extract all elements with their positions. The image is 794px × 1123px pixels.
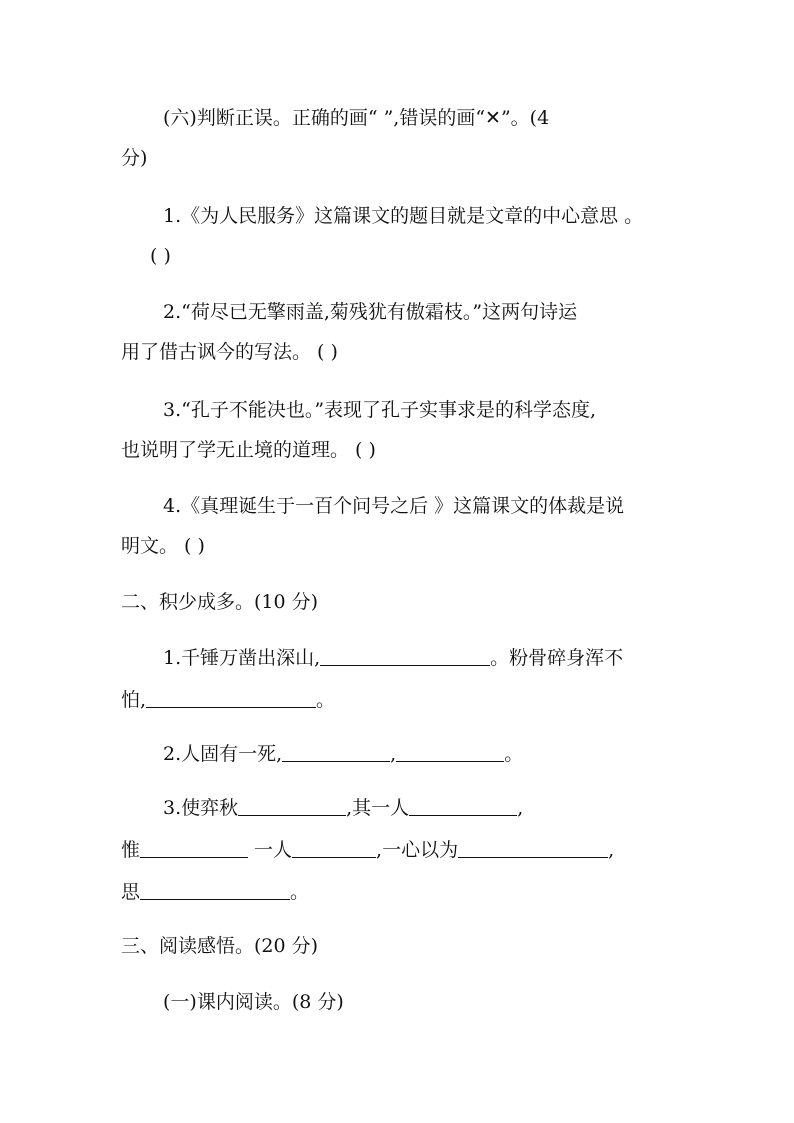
judge-item-1-line1: 1.《为人民服务》这篇课文的题目就是文章的中心意思 。 — [163, 205, 644, 227]
fill-q3-text-h: 思 — [121, 881, 141, 903]
fill-q3-blank-6[interactable] — [140, 881, 290, 900]
judge-item-1-answer[interactable]: ( ) — [150, 245, 171, 267]
fill-q3-text-a: 3.使弈秋 — [163, 797, 239, 819]
fill-q3-text-c: , — [517, 797, 524, 819]
judge-item-4-line2: 明文。 ( ) — [121, 535, 205, 557]
fill-q1-blank-1[interactable] — [320, 647, 490, 666]
judge-item-3-line2: 也说明了学无止境的道理。 ( ) — [121, 439, 376, 461]
section3-subheading: (一)课内阅读。(8 分) — [163, 991, 344, 1013]
fill-q3-line1 — [163, 796, 523, 820]
judge-item-2-line1: 2.“荷尽已无擎雨盖,菊残犹有傲霜枝。”这两句诗运 — [163, 301, 578, 323]
fill-q3-text-f: ,一心以为 — [376, 839, 459, 861]
fill-q1-line1 — [163, 646, 623, 670]
fill-q2-blank-1[interactable] — [282, 743, 390, 762]
fill-q2-line — [163, 742, 523, 766]
section3-heading: 三、阅读感悟。(20 分) — [121, 935, 319, 957]
fill-q3-text-g: , — [608, 839, 615, 861]
fill-q3-blank-4[interactable] — [292, 839, 376, 858]
fill-q1-text-c: 怕, — [121, 689, 147, 711]
fill-q3-text-b: ,其一人 — [346, 797, 410, 819]
section6-heading-line1: (六)判断正误。正确的画“ ”,错误的画“✕”。(4 — [163, 107, 550, 129]
fill-q3-text-e: 一人 — [254, 839, 293, 861]
fill-q3-blank-1[interactable] — [238, 797, 346, 816]
fill-q3-line2 — [121, 838, 614, 862]
fill-q2-blank-2[interactable] — [396, 743, 504, 762]
fill-q3-line3 — [121, 880, 309, 904]
fill-q3-blank-5[interactable] — [458, 839, 608, 858]
fill-q1-line2 — [121, 688, 335, 712]
fill-q3-blank-2[interactable] — [409, 797, 517, 816]
section2-heading: 二、积少成多。(10 分) — [121, 591, 319, 613]
fill-q3-text-i: 。 — [290, 881, 310, 903]
judge-item-4-line1: 4.《真理诞生于一百个问号之后 》这篇课文的体裁是说 — [163, 495, 625, 517]
section6-heading-line2: 分) — [121, 147, 148, 169]
judge-item-2-line2: 用了借古讽今的写法。 ( ) — [121, 341, 338, 363]
fill-q1-blank-2[interactable] — [146, 689, 316, 708]
fill-q2-text-c: 。 — [504, 743, 524, 765]
judge-item-3-line1: 3.“孔子不能决也。”表现了孔子实事求是的科学态度, — [163, 399, 597, 421]
fill-q1-text-b: 。粉骨碎身浑不 — [490, 647, 624, 669]
fill-q3-blank-3[interactable] — [140, 839, 248, 858]
fill-q2-text-b: , — [390, 743, 397, 765]
fill-q2-text-a: 2.人固有一死, — [163, 743, 283, 765]
fill-q1-text-d: 。 — [316, 689, 336, 711]
fill-q1-text-a: 1.千锤万凿出深山, — [163, 647, 321, 669]
fill-q3-text-d: 惟 — [121, 839, 141, 861]
